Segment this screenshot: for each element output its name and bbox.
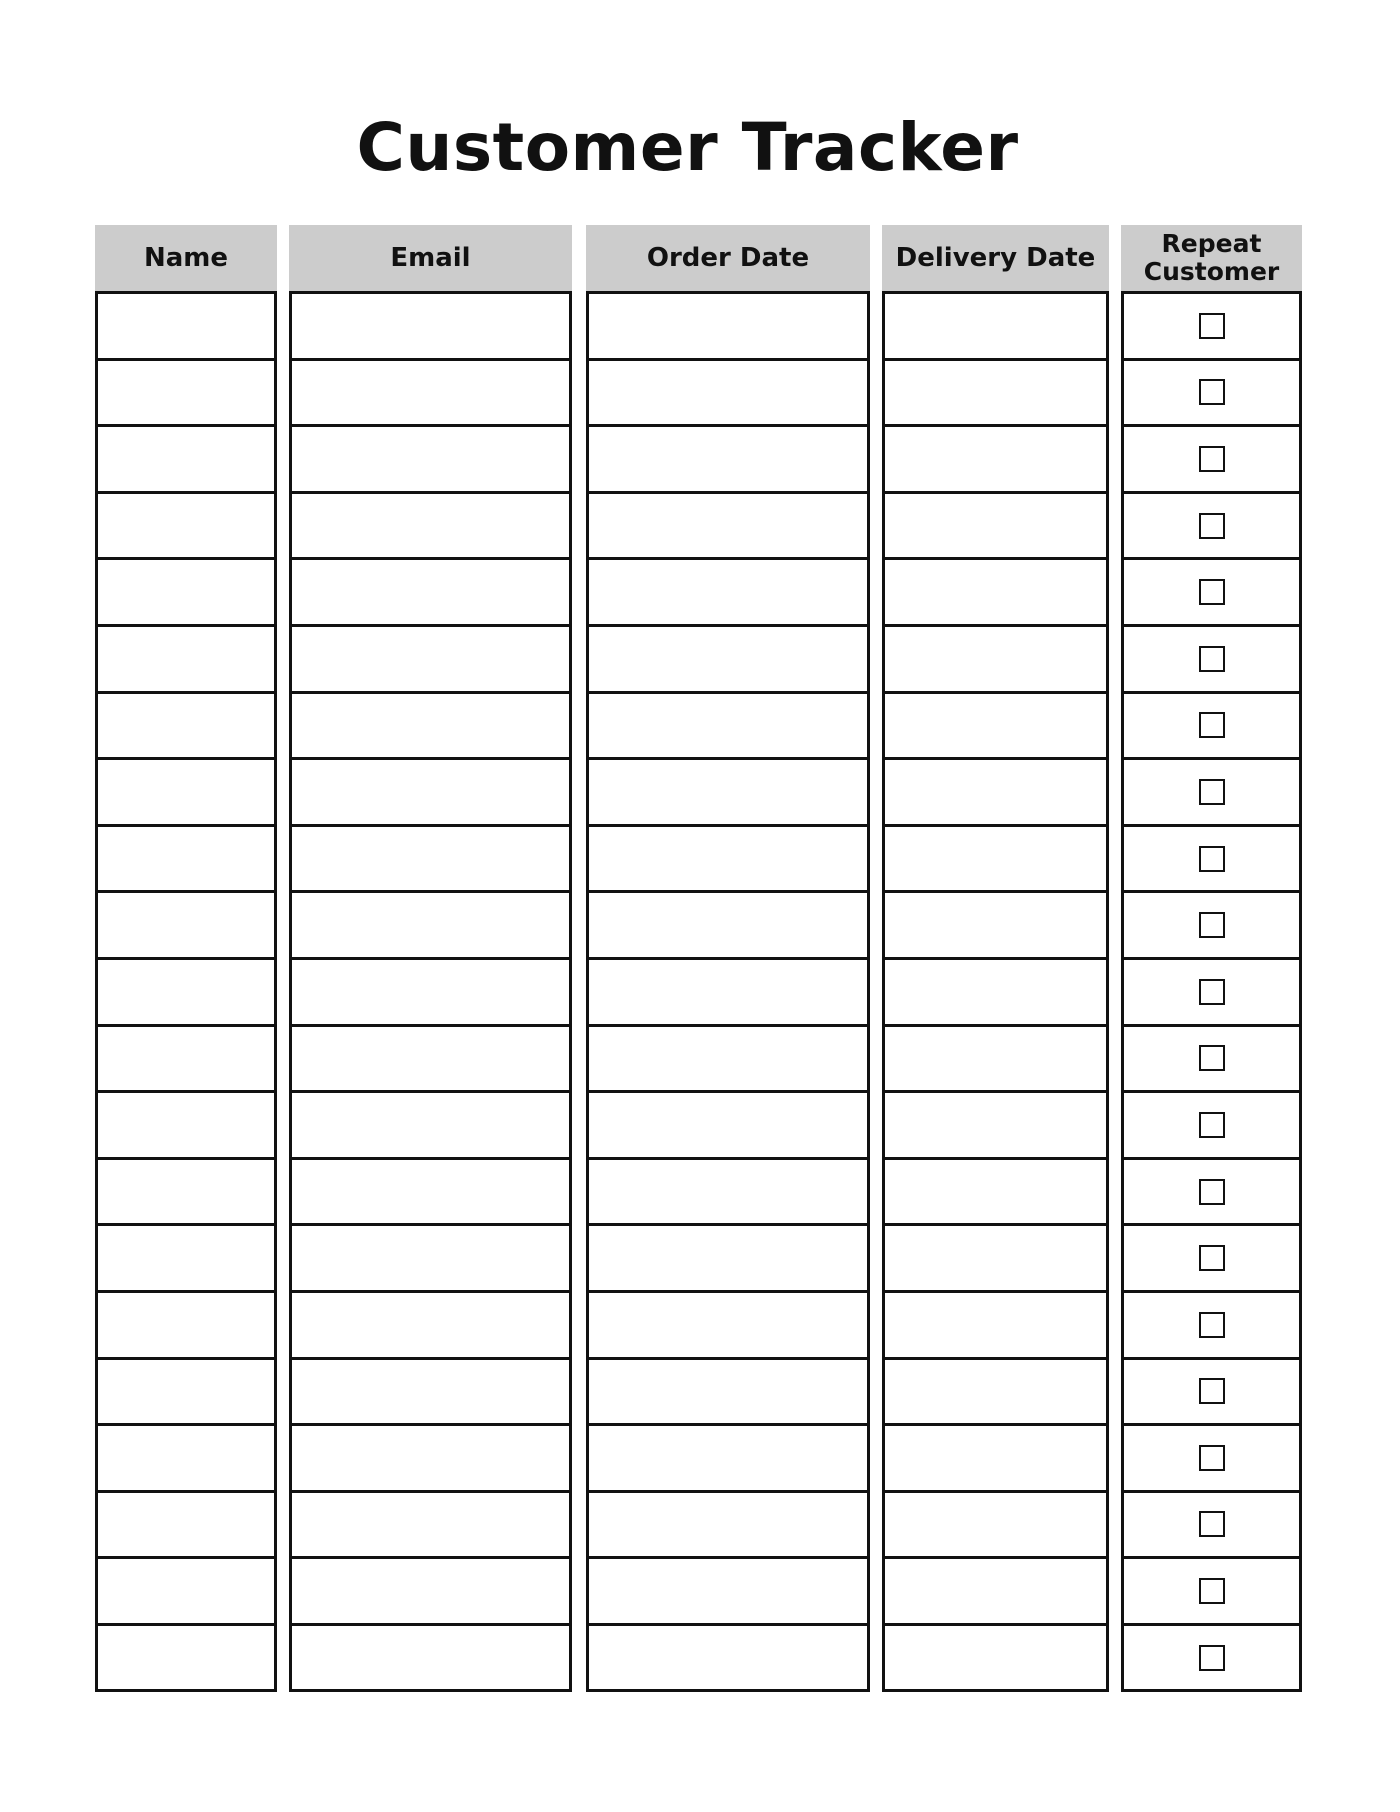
table-cell-name[interactable] bbox=[98, 824, 274, 891]
table-cell-order-date[interactable] bbox=[589, 557, 867, 624]
table-cell-delivery-date[interactable] bbox=[885, 1223, 1106, 1290]
table-cell-email[interactable] bbox=[292, 424, 569, 491]
table-cell-delivery-date[interactable] bbox=[885, 491, 1106, 558]
table-cell-name[interactable] bbox=[98, 1090, 274, 1157]
table-cell-delivery-date[interactable] bbox=[885, 1556, 1106, 1623]
repeat-customer-checkbox[interactable] bbox=[1199, 446, 1225, 472]
column-body bbox=[882, 291, 1109, 1692]
table-cell-email[interactable] bbox=[292, 1290, 569, 1357]
table-cell-delivery-date[interactable] bbox=[885, 1623, 1106, 1690]
table-cell-repeat-customer bbox=[1124, 1090, 1299, 1157]
table-cell-email[interactable] bbox=[292, 358, 569, 425]
table-cell-order-date[interactable] bbox=[589, 1423, 867, 1490]
repeat-customer-checkbox[interactable] bbox=[1199, 646, 1225, 672]
table-cell-order-date[interactable] bbox=[589, 1357, 867, 1424]
table-cell-order-date[interactable] bbox=[589, 757, 867, 824]
table-cell-email[interactable] bbox=[292, 1490, 569, 1557]
table-cell-name[interactable] bbox=[98, 1423, 274, 1490]
table-cell-order-date[interactable] bbox=[589, 358, 867, 425]
table-cell-name[interactable] bbox=[98, 424, 274, 491]
column-header-delivery-date: Delivery Date bbox=[882, 225, 1109, 291]
table-cell-email[interactable] bbox=[292, 1357, 569, 1424]
table-cell-order-date[interactable] bbox=[589, 291, 867, 358]
table-cell-repeat-customer bbox=[1124, 824, 1299, 891]
table-cell-email[interactable] bbox=[292, 1623, 569, 1690]
table-cell-repeat-customer bbox=[1124, 757, 1299, 824]
repeat-customer-checkbox[interactable] bbox=[1199, 513, 1225, 539]
table-cell-delivery-date[interactable] bbox=[885, 624, 1106, 691]
column-header-repeat-customer: Repeat Customer bbox=[1121, 225, 1302, 291]
table-cell-order-date[interactable] bbox=[589, 1623, 867, 1690]
table-cell-order-date[interactable] bbox=[589, 1490, 867, 1557]
table-cell-delivery-date[interactable] bbox=[885, 358, 1106, 425]
table-cell-email[interactable] bbox=[292, 824, 569, 891]
table-cell-repeat-customer bbox=[1124, 1623, 1299, 1690]
table-cell-repeat-customer bbox=[1124, 957, 1299, 1024]
table-cell-name[interactable] bbox=[98, 1490, 274, 1557]
table-cell-repeat-customer bbox=[1124, 1024, 1299, 1091]
table-cell-email[interactable] bbox=[292, 1423, 569, 1490]
column-body bbox=[289, 291, 572, 1692]
table-cell-repeat-customer bbox=[1124, 890, 1299, 957]
repeat-customer-checkbox[interactable] bbox=[1199, 1312, 1225, 1338]
column-header-order-date: Order Date bbox=[586, 225, 870, 291]
table-cell-delivery-date[interactable] bbox=[885, 890, 1106, 957]
table-cell-email[interactable] bbox=[292, 757, 569, 824]
table-cell-name[interactable] bbox=[98, 1024, 274, 1091]
table-cell-delivery-date[interactable] bbox=[885, 1024, 1106, 1091]
table-cell-order-date[interactable] bbox=[589, 691, 867, 758]
repeat-customer-checkbox[interactable] bbox=[1199, 779, 1225, 805]
table-cell-repeat-customer bbox=[1124, 1157, 1299, 1224]
table-cell-repeat-customer bbox=[1124, 491, 1299, 558]
table-cell-name[interactable] bbox=[98, 491, 274, 558]
table-cell-name[interactable] bbox=[98, 890, 274, 957]
table-cell-repeat-customer bbox=[1124, 1556, 1299, 1623]
repeat-customer-checkbox[interactable] bbox=[1199, 313, 1225, 339]
table-cell-repeat-customer bbox=[1124, 1357, 1299, 1424]
repeat-customer-checkbox[interactable] bbox=[1199, 1378, 1225, 1404]
table-cell-name[interactable] bbox=[98, 1357, 274, 1424]
table-cell-delivery-date[interactable] bbox=[885, 1423, 1106, 1490]
table-cell-repeat-customer bbox=[1124, 424, 1299, 491]
repeat-customer-checkbox[interactable] bbox=[1199, 1112, 1225, 1138]
repeat-customer-checkbox[interactable] bbox=[1199, 912, 1225, 938]
repeat-customer-checkbox[interactable] bbox=[1199, 1445, 1225, 1471]
column-body bbox=[586, 291, 870, 1692]
table-cell-name[interactable] bbox=[98, 1157, 274, 1224]
table-cell-delivery-date[interactable] bbox=[885, 291, 1106, 358]
table-cell-name[interactable] bbox=[98, 1223, 274, 1290]
repeat-customer-checkbox[interactable] bbox=[1199, 1645, 1225, 1671]
table-cell-delivery-date[interactable] bbox=[885, 424, 1106, 491]
table-cell-delivery-date[interactable] bbox=[885, 1157, 1106, 1224]
table-cell-name[interactable] bbox=[98, 624, 274, 691]
table-cell-order-date[interactable] bbox=[589, 890, 867, 957]
table-cell-email[interactable] bbox=[292, 1556, 569, 1623]
repeat-customer-checkbox[interactable] bbox=[1199, 846, 1225, 872]
repeat-customer-checkbox[interactable] bbox=[1199, 1511, 1225, 1537]
table-cell-email[interactable] bbox=[292, 691, 569, 758]
column-repeat-customer bbox=[1121, 225, 1302, 1692]
table-cell-order-date[interactable] bbox=[589, 824, 867, 891]
table-cell-repeat-customer bbox=[1124, 1490, 1299, 1557]
table-cell-delivery-date[interactable] bbox=[885, 957, 1106, 1024]
page-title: Customer Tracker bbox=[356, 109, 1019, 186]
repeat-customer-checkbox[interactable] bbox=[1199, 1245, 1225, 1271]
column-order-date bbox=[586, 225, 870, 1692]
table-cell-order-date[interactable] bbox=[589, 624, 867, 691]
repeat-customer-checkbox[interactable] bbox=[1199, 1045, 1225, 1071]
table-cell-order-date[interactable] bbox=[589, 1024, 867, 1091]
table-cell-email[interactable] bbox=[292, 624, 569, 691]
table-cell-order-date[interactable] bbox=[589, 424, 867, 491]
table-cell-delivery-date[interactable] bbox=[885, 1090, 1106, 1157]
table-cell-order-date[interactable] bbox=[589, 1556, 867, 1623]
table-cell-repeat-customer bbox=[1124, 624, 1299, 691]
table-cell-email[interactable] bbox=[292, 1024, 569, 1091]
table-cell-delivery-date[interactable] bbox=[885, 691, 1106, 758]
table-cell-order-date[interactable] bbox=[589, 491, 867, 558]
column-name bbox=[95, 225, 277, 1692]
table-cell-name[interactable] bbox=[98, 291, 274, 358]
table-cell-email[interactable] bbox=[292, 1090, 569, 1157]
table-cell-order-date[interactable] bbox=[589, 1090, 867, 1157]
table-cell-name[interactable] bbox=[98, 1290, 274, 1357]
table-cell-email[interactable] bbox=[292, 1157, 569, 1224]
column-email bbox=[289, 225, 572, 1692]
repeat-customer-checkbox[interactable] bbox=[1199, 579, 1225, 605]
table-cell-delivery-date[interactable] bbox=[885, 757, 1106, 824]
repeat-customer-checkbox[interactable] bbox=[1199, 712, 1225, 738]
table-cell-delivery-date[interactable] bbox=[885, 824, 1106, 891]
repeat-customer-checkbox[interactable] bbox=[1199, 1578, 1225, 1604]
table-cell-name[interactable] bbox=[98, 757, 274, 824]
column-body bbox=[1121, 291, 1302, 1692]
repeat-customer-checkbox[interactable] bbox=[1199, 1179, 1225, 1205]
table-cell-delivery-date[interactable] bbox=[885, 557, 1106, 624]
table-cell-repeat-customer bbox=[1124, 691, 1299, 758]
table-cell-repeat-customer bbox=[1124, 557, 1299, 624]
table-cell-repeat-customer bbox=[1124, 1223, 1299, 1290]
table-cell-name[interactable] bbox=[98, 1556, 274, 1623]
column-delivery-date bbox=[882, 225, 1109, 1692]
table-cell-delivery-date[interactable] bbox=[885, 1290, 1106, 1357]
table-cell-email[interactable] bbox=[292, 557, 569, 624]
table-cell-repeat-customer bbox=[1124, 1290, 1299, 1357]
table-cell-order-date[interactable] bbox=[589, 957, 867, 1024]
table-cell-email[interactable] bbox=[292, 291, 569, 358]
table-cell-name[interactable] bbox=[98, 957, 274, 1024]
table-cell-email[interactable] bbox=[292, 890, 569, 957]
column-body bbox=[95, 291, 277, 1692]
table-cell-name[interactable] bbox=[98, 1623, 274, 1690]
table-cell-order-date[interactable] bbox=[589, 1223, 867, 1290]
table-cell-delivery-date[interactable] bbox=[885, 1357, 1106, 1424]
table-cell-repeat-customer bbox=[1124, 358, 1299, 425]
table-cell-email[interactable] bbox=[292, 957, 569, 1024]
table-cell-name[interactable] bbox=[98, 691, 274, 758]
table-cell-order-date[interactable] bbox=[589, 1157, 867, 1224]
repeat-customer-checkbox[interactable] bbox=[1199, 979, 1225, 1005]
table-cell-name[interactable] bbox=[98, 358, 274, 425]
table-cell-email[interactable] bbox=[292, 491, 569, 558]
table-cell-delivery-date[interactable] bbox=[885, 1490, 1106, 1557]
column-header-name: Name bbox=[95, 225, 277, 291]
table-cell-name[interactable] bbox=[98, 557, 274, 624]
table-cell-order-date[interactable] bbox=[589, 1290, 867, 1357]
table-cell-email[interactable] bbox=[292, 1223, 569, 1290]
table-cell-repeat-customer bbox=[1124, 1423, 1299, 1490]
column-header-email: Email bbox=[289, 225, 572, 291]
table-cell-repeat-customer bbox=[1124, 291, 1299, 358]
repeat-customer-checkbox[interactable] bbox=[1199, 379, 1225, 405]
